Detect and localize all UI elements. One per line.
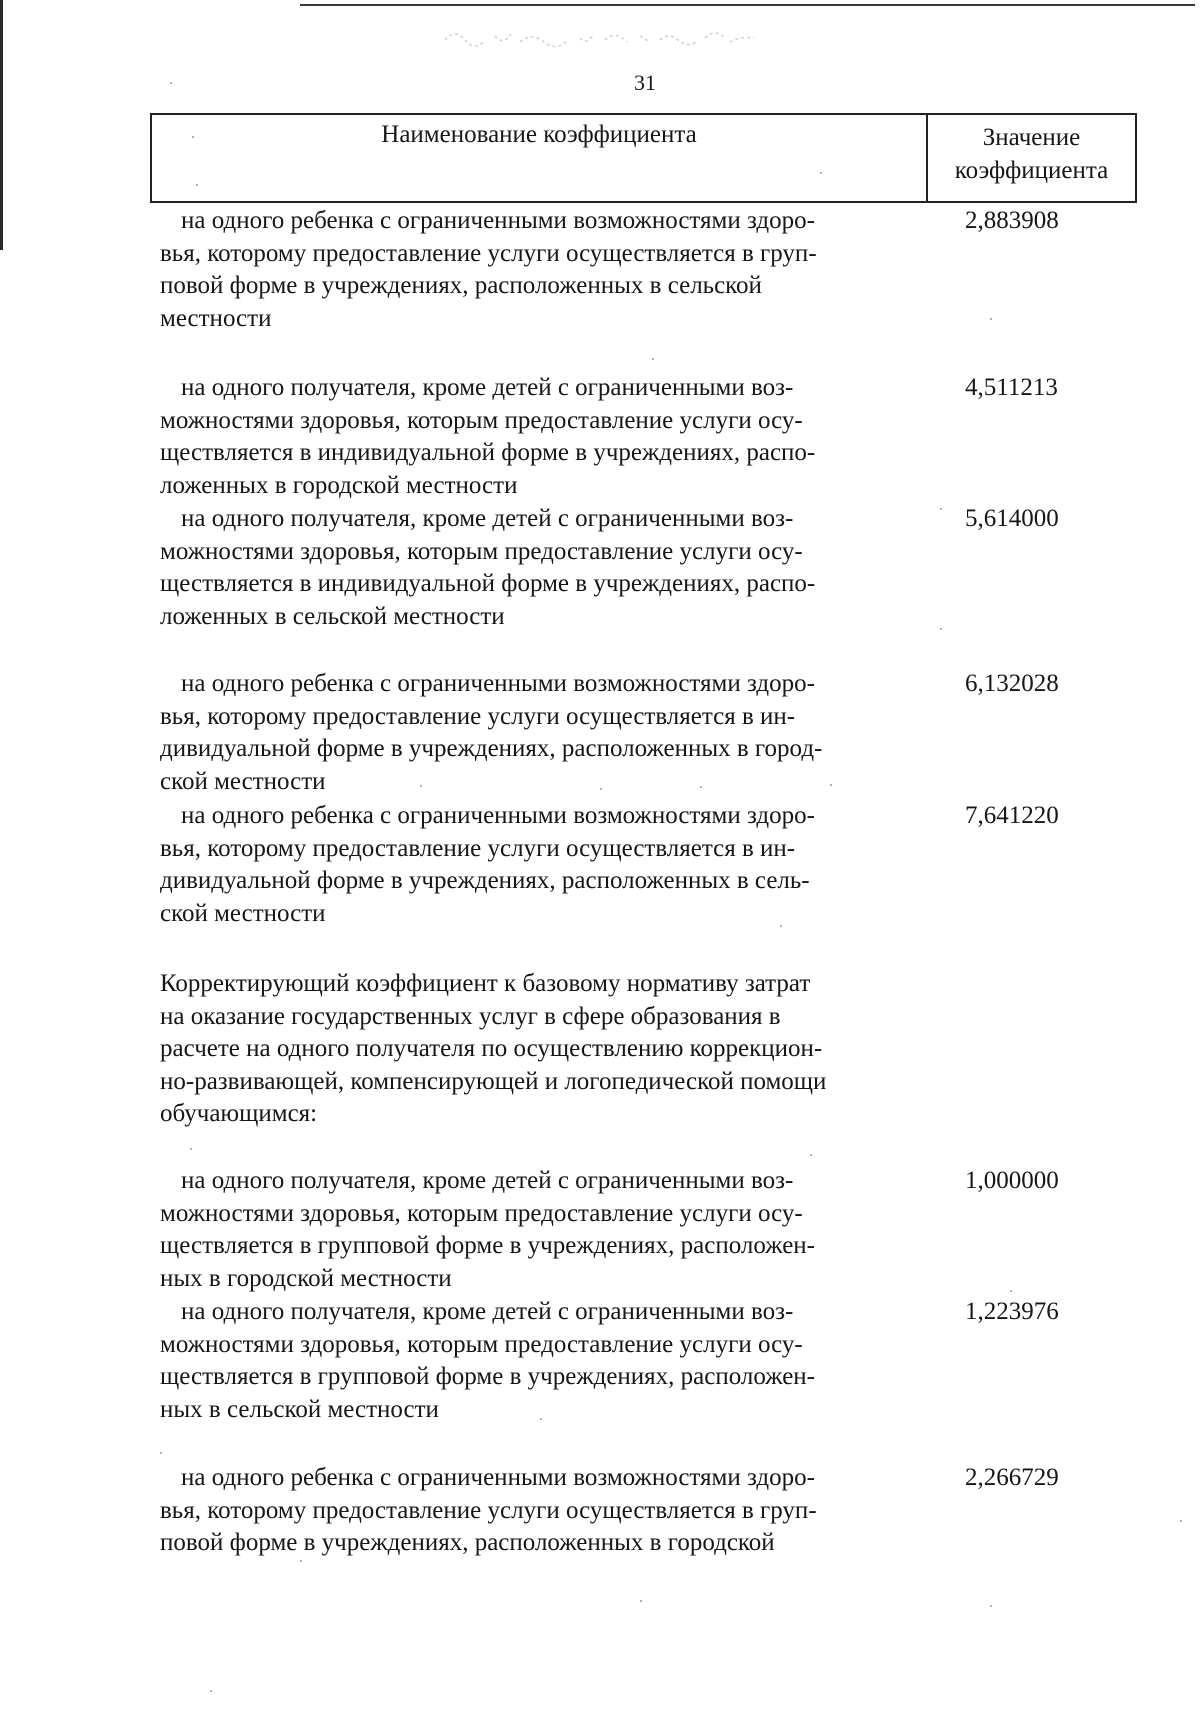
row-text: на одного получателя, кроме детей с ограниченными воз- можностями здоровья, которым предоставление услуги осу- ществляется в индивидуальной форме в учреждениях, распо- ложенных в городской местности	[160, 374, 816, 499]
row-text: на одного ребенка с ограниченными возможностями здоро- вья, которому предоставление услуги осуществляется в груп- повой форме в учреждениях, расположенных в сельской местности	[160, 207, 817, 332]
row-text: на одного ребенка с ограниченными возможностями здоро- вья, которому предоставление услуги осуществляется в ин- дивидуальной форме в учреждениях, расположенных в город- ской местности	[160, 670, 823, 795]
row-text: на одного получателя, кроме детей с ограниченными воз- можностями здоровья, которым предоставление услуги осу- ществляется в групповой форме в учреждениях, расположен- ных в сельской местности	[160, 1298, 816, 1423]
row-value: 2,883908	[965, 207, 1059, 234]
section-heading: Корректирующий коэффициент к базовому нормативу затрат на оказание государственных услуг в сфере образования в расчете на одного получателя по осуществлению коррекцион- но-развивающей, компенсирующей и логопедической помощи обучающимся:	[160, 970, 827, 1127]
row-value: 6,132028	[965, 670, 1059, 697]
row-value: 4,511213	[965, 374, 1058, 401]
row-text: на одного ребенка с ограниченными возможностями здоро- вья, которому предоставление услуги осуществляется в груп- повой форме в учреждениях, расположенных в городской	[160, 1464, 817, 1556]
header-coefficient-value: Значение коэффициента	[954, 124, 1109, 184]
faded-stamp-marks	[440, 18, 770, 58]
header-coefficient-name: Наименование коэффициента	[152, 115, 928, 201]
row-value: 7,641220	[965, 802, 1059, 829]
page-number: 31	[634, 70, 656, 95]
row-value: 5,614000	[965, 505, 1059, 532]
row-text: на одного получателя, кроме детей с ограниченными воз- можностями здоровья, которым предоставление услуги осу- ществляется в индивидуальной форме в учреждениях, распо- ложенных в сельской местности	[160, 505, 816, 630]
row-value: 1,000000	[965, 1167, 1059, 1194]
top-rule	[300, 4, 1195, 6]
row-value: 1,223976	[965, 1298, 1059, 1325]
row-value: 2,266729	[965, 1464, 1059, 1491]
row-text: на одного ребенка с ограниченными возможностями здоро- вья, которому предоставление услуги осуществляется в ин- дивидуальной форме в учреждениях, расположенных в сель- ской местности	[160, 802, 815, 927]
row-text: на одного получателя, кроме детей с ограниченными воз- можностями здоровья, которым предоставление услуги осу- ществляется в групповой форме в учреждениях, расположен- ных в городской местности	[160, 1167, 816, 1292]
table-header	[150, 113, 1137, 203]
left-margin-rule	[0, 0, 3, 250]
